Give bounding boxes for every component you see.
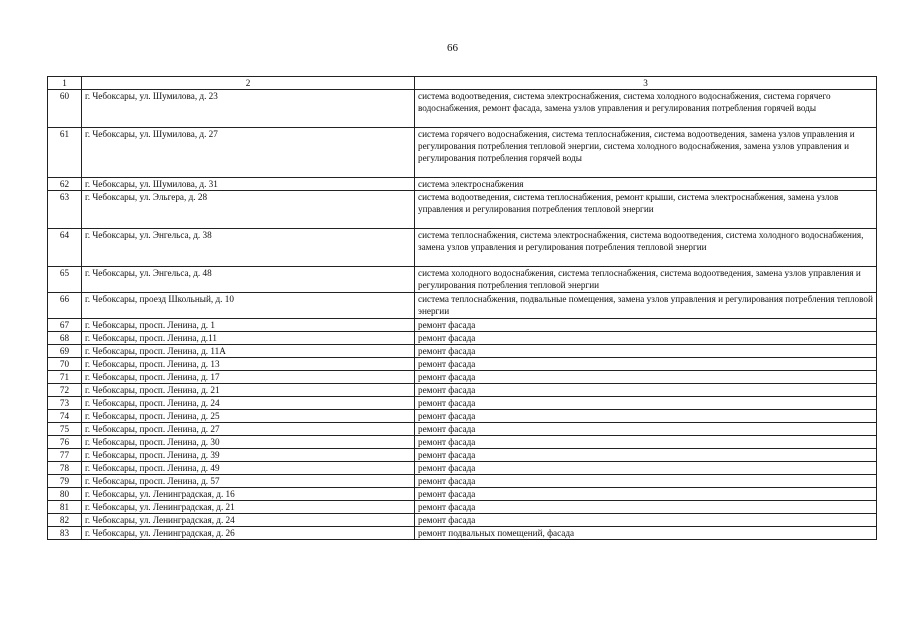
table-row bbox=[48, 514, 877, 527]
row-works: система горячего водоснабжения, система теплоснабжения, система водоотведения, замена узлов управления и регулирования потребления тепловой энергии, система холодного водоснабжения, замена узлов управления и регулирования потребления горячей воды bbox=[415, 128, 877, 178]
table-row bbox=[48, 410, 877, 423]
table-row bbox=[48, 90, 877, 128]
row-number: 72 bbox=[48, 384, 82, 397]
row-address: г. Чебоксары, просп. Ленина, д. 25 bbox=[82, 410, 415, 423]
table-row bbox=[48, 358, 877, 371]
table-row bbox=[48, 191, 877, 229]
row-number: 66 bbox=[48, 293, 82, 319]
row-address: г. Чебоксары, просп. Ленина, д. 1 bbox=[82, 319, 415, 332]
row-address: г. Чебоксары, просп. Ленина, д. 39 bbox=[82, 449, 415, 462]
row-number: 80 bbox=[48, 488, 82, 501]
table-row bbox=[48, 319, 877, 332]
row-address: г. Чебоксары, просп. Ленина, д.11 bbox=[82, 332, 415, 345]
table-row bbox=[48, 128, 877, 178]
table-row bbox=[48, 384, 877, 397]
header-col-2: 2 bbox=[82, 77, 415, 90]
row-address: г. Чебоксары, ул. Шумилова, д. 23 bbox=[82, 90, 415, 128]
row-number: 61 bbox=[48, 128, 82, 178]
row-address: г. Чебоксары, просп. Ленина, д. 21 bbox=[82, 384, 415, 397]
row-address: г. Чебоксары, просп. Ленина, д. 27 bbox=[82, 423, 415, 436]
row-works: ремонт фасада bbox=[415, 384, 877, 397]
table-row bbox=[48, 423, 877, 436]
row-number: 62 bbox=[48, 178, 82, 191]
row-number: 63 bbox=[48, 191, 82, 229]
table-row bbox=[48, 332, 877, 345]
table-row bbox=[48, 229, 877, 267]
table-row bbox=[48, 436, 877, 449]
table-row bbox=[48, 397, 877, 410]
table-row bbox=[48, 501, 877, 514]
row-address: г. Чебоксары, ул. Ленинградская, д. 21 bbox=[82, 501, 415, 514]
table-row bbox=[48, 449, 877, 462]
table-row bbox=[48, 462, 877, 475]
table-body bbox=[48, 77, 877, 540]
row-works: ремонт фасада bbox=[415, 514, 877, 527]
row-number: 81 bbox=[48, 501, 82, 514]
row-works: ремонт фасада bbox=[415, 449, 877, 462]
row-address: г. Чебоксары, проезд Школьный, д. 10 bbox=[82, 293, 415, 319]
row-works: система холодного водоснабжения, система теплоснабжения, система водоотведения, замена узлов управления и регулирования потребления тепловой энергии bbox=[415, 267, 877, 293]
row-address: г. Чебоксары, ул. Энгельса, д. 38 bbox=[82, 229, 415, 267]
table-row bbox=[48, 488, 877, 501]
row-address: г. Чебоксары, ул. Эльгера, д. 28 bbox=[82, 191, 415, 229]
row-number: 70 bbox=[48, 358, 82, 371]
row-works: ремонт фасада bbox=[415, 501, 877, 514]
row-address: г. Чебоксары, просп. Ленина, д. 24 bbox=[82, 397, 415, 410]
page-number: 66 bbox=[447, 42, 458, 54]
table-header-row bbox=[48, 77, 877, 90]
row-works: ремонт фасада bbox=[415, 462, 877, 475]
row-address: г. Чебоксары, просп. Ленина, д. 49 bbox=[82, 462, 415, 475]
row-address: г. Чебоксары, ул. Энгельса, д. 48 bbox=[82, 267, 415, 293]
row-number: 83 bbox=[48, 527, 82, 540]
row-number: 68 bbox=[48, 332, 82, 345]
row-number: 67 bbox=[48, 319, 82, 332]
row-number: 69 bbox=[48, 345, 82, 358]
row-works: ремонт фасада bbox=[415, 423, 877, 436]
table-row bbox=[48, 475, 877, 488]
row-address: г. Чебоксары, просп. Ленина, д. 13 bbox=[82, 358, 415, 371]
row-works: система электроснабжения bbox=[415, 178, 877, 191]
table-row bbox=[48, 178, 877, 191]
row-works: система теплоснабжения, подвальные помещения, замена узлов управления и регулирования потребления тепловой энергии bbox=[415, 293, 877, 319]
table-row bbox=[48, 527, 877, 540]
row-number: 78 bbox=[48, 462, 82, 475]
row-number: 74 bbox=[48, 410, 82, 423]
row-works: ремонт фасада bbox=[415, 475, 877, 488]
row-works: ремонт фасада bbox=[415, 397, 877, 410]
header-col-1: 1 bbox=[48, 77, 82, 90]
table-row bbox=[48, 267, 877, 293]
table-row bbox=[48, 345, 877, 358]
header-col-3: 3 bbox=[415, 77, 877, 90]
row-address: г. Чебоксары, ул. Ленинградская, д. 16 bbox=[82, 488, 415, 501]
row-address: г. Чебоксары, просп. Ленина, д. 17 bbox=[82, 371, 415, 384]
works-table bbox=[47, 76, 877, 540]
row-address: г. Чебоксары, ул. Шумилова, д. 31 bbox=[82, 178, 415, 191]
row-address: г. Чебоксары, ул. Ленинградская, д. 26 bbox=[82, 527, 415, 540]
row-number: 76 bbox=[48, 436, 82, 449]
table-row bbox=[48, 293, 877, 319]
row-number: 79 bbox=[48, 475, 82, 488]
row-works: ремонт фасада bbox=[415, 358, 877, 371]
row-number: 77 bbox=[48, 449, 82, 462]
row-number: 73 bbox=[48, 397, 82, 410]
row-works: ремонт фасада bbox=[415, 332, 877, 345]
row-works: ремонт фасада bbox=[415, 436, 877, 449]
row-address: г. Чебоксары, просп. Ленина, д. 57 bbox=[82, 475, 415, 488]
row-number: 60 bbox=[48, 90, 82, 128]
row-address: г. Чебоксары, ул. Ленинградская, д. 24 bbox=[82, 514, 415, 527]
row-address: г. Чебоксары, просп. Ленина, д. 11А bbox=[82, 345, 415, 358]
row-works: система теплоснабжения, система электроснабжения, система водоотведения, система холодного водоснабжения, замена узлов управления и регулирования потребления тепловой энергии bbox=[415, 229, 877, 267]
row-works: ремонт подвальных помещений, фасада bbox=[415, 527, 877, 540]
row-works: ремонт фасада bbox=[415, 345, 877, 358]
row-works: система водоотведения, система электроснабжения, система холодного водоснабжения, система горячего водоснабжения, ремонт фасада, замена узлов управления и регулирования потребления горячей воды bbox=[415, 90, 877, 128]
row-address: г. Чебоксары, просп. Ленина, д. 30 bbox=[82, 436, 415, 449]
row-number: 64 bbox=[48, 229, 82, 267]
row-number: 82 bbox=[48, 514, 82, 527]
row-address: г. Чебоксары, ул. Шумилова, д. 27 bbox=[82, 128, 415, 178]
table-row bbox=[48, 371, 877, 384]
row-works: ремонт фасада bbox=[415, 410, 877, 423]
row-works: ремонт фасада bbox=[415, 488, 877, 501]
row-works: ремонт фасада bbox=[415, 319, 877, 332]
row-number: 75 bbox=[48, 423, 82, 436]
row-number: 65 bbox=[48, 267, 82, 293]
row-number: 71 bbox=[48, 371, 82, 384]
row-works: система водоотведения, система теплоснабжения, ремонт крыши, система электроснабжения, замена узлов управления и регулирования потребления тепловой энергии bbox=[415, 191, 877, 229]
row-works: ремонт фасада bbox=[415, 371, 877, 384]
